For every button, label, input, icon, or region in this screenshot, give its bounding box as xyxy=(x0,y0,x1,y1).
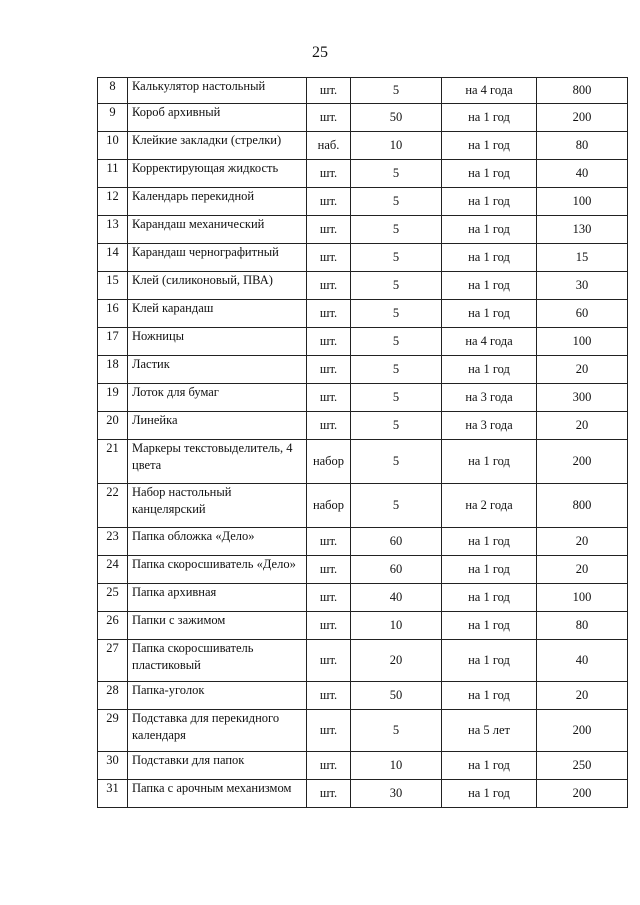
item-number: 14 xyxy=(98,244,128,272)
item-quantity: 10 xyxy=(351,612,442,640)
item-price: 200 xyxy=(537,710,628,752)
item-number: 9 xyxy=(98,104,128,132)
item-price: 80 xyxy=(537,612,628,640)
item-term: на 4 года xyxy=(442,328,537,356)
item-unit: шт. xyxy=(307,300,351,328)
item-unit: шт. xyxy=(307,682,351,710)
item-price: 20 xyxy=(537,682,628,710)
item-term: на 1 год xyxy=(442,780,537,808)
item-quantity: 5 xyxy=(351,328,442,356)
item-term: на 1 год xyxy=(442,272,537,300)
table-row xyxy=(98,132,628,160)
item-name: Ластик xyxy=(128,356,307,384)
item-name: Карандаш чернографитный xyxy=(128,244,307,272)
table-row xyxy=(98,104,628,132)
item-term: на 1 год xyxy=(442,556,537,584)
item-quantity: 5 xyxy=(351,160,442,188)
item-quantity: 50 xyxy=(351,104,442,132)
item-unit: шт. xyxy=(307,160,351,188)
item-name: Лоток для бумаг xyxy=(128,384,307,412)
table-row xyxy=(98,300,628,328)
item-term: на 1 год xyxy=(442,104,537,132)
item-quantity: 5 xyxy=(351,412,442,440)
item-quantity: 10 xyxy=(351,132,442,160)
item-quantity: 5 xyxy=(351,272,442,300)
item-name: Клей (силиконовый, ПВА) xyxy=(128,272,307,300)
item-name: Папка с арочным механизмом xyxy=(128,780,307,808)
table-row xyxy=(98,710,628,752)
item-price: 80 xyxy=(537,132,628,160)
item-name: Папка скоросшиватель пластиковый xyxy=(128,640,307,682)
table-row xyxy=(98,328,628,356)
item-number: 10 xyxy=(98,132,128,160)
item-price: 130 xyxy=(537,216,628,244)
item-quantity: 60 xyxy=(351,556,442,584)
item-price: 20 xyxy=(537,412,628,440)
item-quantity: 5 xyxy=(351,710,442,752)
item-unit: шт. xyxy=(307,584,351,612)
item-unit: шт. xyxy=(307,528,351,556)
item-term: на 1 год xyxy=(442,188,537,216)
item-name: Папка обложка «Дело» xyxy=(128,528,307,556)
item-term: на 4 года xyxy=(442,78,537,104)
item-number: 17 xyxy=(98,328,128,356)
item-unit: шт. xyxy=(307,104,351,132)
item-name: Ножницы xyxy=(128,328,307,356)
item-unit: шт. xyxy=(307,78,351,104)
item-price: 30 xyxy=(537,272,628,300)
item-term: на 1 год xyxy=(442,640,537,682)
item-name: Клейкие закладки (стрелки) xyxy=(128,132,307,160)
item-number: 12 xyxy=(98,188,128,216)
item-price: 200 xyxy=(537,780,628,808)
item-quantity: 40 xyxy=(351,584,442,612)
table-row xyxy=(98,528,628,556)
item-unit: шт. xyxy=(307,356,351,384)
item-name: Папка архивная xyxy=(128,584,307,612)
item-name: Карандаш механический xyxy=(128,216,307,244)
item-term: на 3 года xyxy=(442,384,537,412)
item-price: 800 xyxy=(537,78,628,104)
item-name: Папка-уголок xyxy=(128,682,307,710)
item-name: Набор настольный канцелярский xyxy=(128,484,307,528)
item-quantity: 5 xyxy=(351,484,442,528)
item-name: Калькулятор настольный xyxy=(128,78,307,104)
item-term: на 1 год xyxy=(442,216,537,244)
item-price: 20 xyxy=(537,356,628,384)
item-price: 250 xyxy=(537,752,628,780)
item-number: 26 xyxy=(98,612,128,640)
supplies-table xyxy=(97,77,628,808)
item-term: на 1 год xyxy=(442,528,537,556)
item-price: 100 xyxy=(537,188,628,216)
item-number: 28 xyxy=(98,682,128,710)
item-number: 24 xyxy=(98,556,128,584)
item-number: 8 xyxy=(98,78,128,104)
item-price: 20 xyxy=(537,528,628,556)
item-name: Линейка xyxy=(128,412,307,440)
item-unit: шт. xyxy=(307,272,351,300)
item-price: 200 xyxy=(537,104,628,132)
item-term: на 1 год xyxy=(442,300,537,328)
table-row xyxy=(98,484,628,528)
item-term: на 1 год xyxy=(442,160,537,188)
table-row xyxy=(98,612,628,640)
table-row xyxy=(98,584,628,612)
table-row xyxy=(98,216,628,244)
item-term: на 1 год xyxy=(442,244,537,272)
item-price: 300 xyxy=(537,384,628,412)
table-row xyxy=(98,272,628,300)
table-row xyxy=(98,244,628,272)
item-unit: наб. xyxy=(307,132,351,160)
item-term: на 1 год xyxy=(442,356,537,384)
item-unit: шт. xyxy=(307,752,351,780)
item-quantity: 5 xyxy=(351,188,442,216)
item-term: на 2 года xyxy=(442,484,537,528)
item-quantity: 5 xyxy=(351,244,442,272)
item-number: 18 xyxy=(98,356,128,384)
item-unit: шт. xyxy=(307,710,351,752)
item-term: на 1 год xyxy=(442,440,537,484)
item-price: 100 xyxy=(537,328,628,356)
item-term: на 1 год xyxy=(442,752,537,780)
item-number: 21 xyxy=(98,440,128,484)
item-quantity: 30 xyxy=(351,780,442,808)
item-term: на 1 год xyxy=(442,682,537,710)
table-row xyxy=(98,440,628,484)
item-unit: шт. xyxy=(307,412,351,440)
item-number: 15 xyxy=(98,272,128,300)
item-term: на 1 год xyxy=(442,132,537,160)
item-unit: шт. xyxy=(307,188,351,216)
item-quantity: 60 xyxy=(351,528,442,556)
item-number: 22 xyxy=(98,484,128,528)
item-name: Календарь перекидной xyxy=(128,188,307,216)
table-row xyxy=(98,384,628,412)
item-term: на 3 года xyxy=(442,412,537,440)
item-number: 19 xyxy=(98,384,128,412)
table-row xyxy=(98,160,628,188)
item-quantity: 5 xyxy=(351,216,442,244)
item-name: Корректирующая жидкость xyxy=(128,160,307,188)
item-unit: шт. xyxy=(307,328,351,356)
item-quantity: 10 xyxy=(351,752,442,780)
item-name: Подставка для перекидного календаря xyxy=(128,710,307,752)
item-price: 15 xyxy=(537,244,628,272)
item-number: 27 xyxy=(98,640,128,682)
table-row xyxy=(98,556,628,584)
table-row xyxy=(98,752,628,780)
table-row xyxy=(98,412,628,440)
table-row xyxy=(98,682,628,710)
item-unit: шт. xyxy=(307,640,351,682)
item-term: на 5 лет xyxy=(442,710,537,752)
item-number: 13 xyxy=(98,216,128,244)
item-quantity: 5 xyxy=(351,356,442,384)
table-row xyxy=(98,640,628,682)
item-price: 40 xyxy=(537,160,628,188)
supplies-table-body xyxy=(98,78,628,808)
item-unit: набор xyxy=(307,484,351,528)
item-number: 29 xyxy=(98,710,128,752)
item-term: на 1 год xyxy=(442,584,537,612)
item-name: Маркеры текстовыделитель, 4 цвета xyxy=(128,440,307,484)
table-row xyxy=(98,356,628,384)
item-term: на 1 год xyxy=(442,612,537,640)
item-quantity: 5 xyxy=(351,300,442,328)
item-number: 20 xyxy=(98,412,128,440)
item-number: 11 xyxy=(98,160,128,188)
item-unit: шт. xyxy=(307,216,351,244)
item-number: 16 xyxy=(98,300,128,328)
item-quantity: 50 xyxy=(351,682,442,710)
item-name: Папка скоросшиватель «Дело» xyxy=(128,556,307,584)
item-unit: шт. xyxy=(307,244,351,272)
item-number: 23 xyxy=(98,528,128,556)
item-price: 40 xyxy=(537,640,628,682)
table-row xyxy=(98,78,628,104)
item-price: 200 xyxy=(537,440,628,484)
item-name: Клей карандаш xyxy=(128,300,307,328)
item-unit: шт. xyxy=(307,780,351,808)
item-name: Короб архивный xyxy=(128,104,307,132)
item-price: 60 xyxy=(537,300,628,328)
table-row xyxy=(98,188,628,216)
item-unit: шт. xyxy=(307,612,351,640)
item-name: Подставки для папок xyxy=(128,752,307,780)
item-name: Папки с зажимом xyxy=(128,612,307,640)
item-price: 100 xyxy=(537,584,628,612)
item-unit: шт. xyxy=(307,556,351,584)
item-quantity: 5 xyxy=(351,440,442,484)
item-unit: шт. xyxy=(307,384,351,412)
item-quantity: 5 xyxy=(351,78,442,104)
item-quantity: 20 xyxy=(351,640,442,682)
item-price: 800 xyxy=(537,484,628,528)
item-number: 31 xyxy=(98,780,128,808)
item-unit: набор xyxy=(307,440,351,484)
page-number: 25 xyxy=(312,44,328,61)
item-price: 20 xyxy=(537,556,628,584)
table-row xyxy=(98,780,628,808)
item-number: 25 xyxy=(98,584,128,612)
item-quantity: 5 xyxy=(351,384,442,412)
item-number: 30 xyxy=(98,752,128,780)
